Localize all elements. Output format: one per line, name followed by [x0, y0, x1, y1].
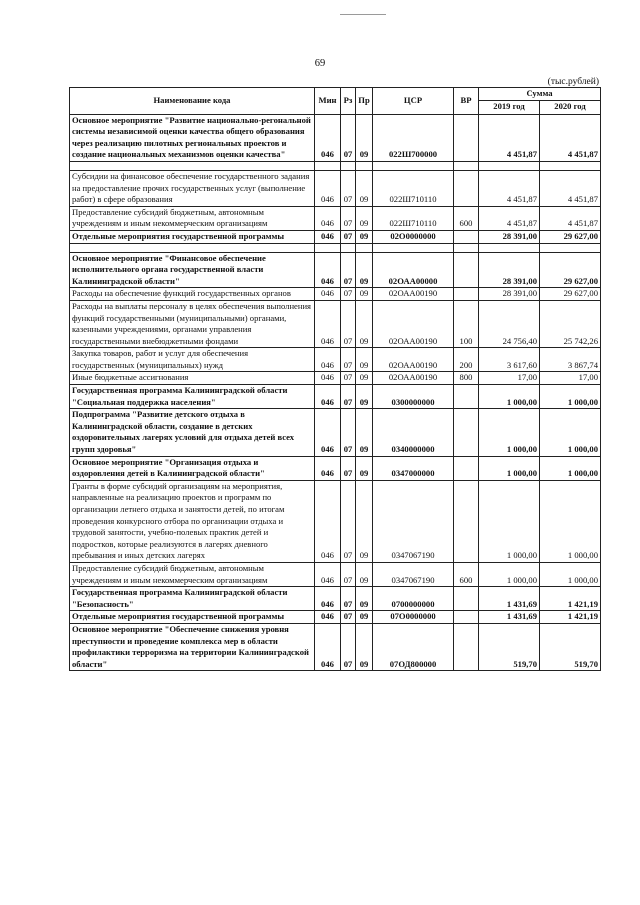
table-row: [70, 587, 601, 611]
cell-name: Основное мероприятие "Обеспечение снижения уровня преступности и проведение комплекса мер в области профилактики терроризма на территории Калининградской области": [70, 623, 315, 670]
cell-rz: 07: [341, 409, 356, 456]
cell-min: 046: [315, 230, 341, 243]
header-sum: Сумма: [479, 88, 601, 101]
unit-label: (тыс.рублей): [547, 77, 599, 87]
cell-min: 046: [315, 480, 341, 562]
spacer-cell: [341, 161, 356, 170]
cell-vr: [454, 480, 479, 562]
cell-csr: 0347067190: [373, 480, 454, 562]
cell-name: Государственная программа Калининградской области "Социальная поддержка населения": [70, 385, 315, 409]
cell-2020: 3 867,74: [540, 348, 601, 372]
header-2019: 2019 год: [479, 100, 540, 114]
header-vr: ВР: [454, 88, 479, 115]
cell-2020: 1 000,00: [540, 385, 601, 409]
cell-pr: 09: [356, 288, 373, 301]
cell-pr: 09: [356, 372, 373, 385]
cell-min: 046: [315, 372, 341, 385]
cell-vr: 600: [454, 206, 479, 230]
cell-2019: 1 000,00: [479, 562, 540, 586]
cell-2020: 1 000,00: [540, 409, 601, 456]
table-row: [70, 562, 601, 586]
cell-rz: 07: [341, 230, 356, 243]
cell-pr: 09: [356, 114, 373, 161]
cell-name: Основное мероприятие "Организация отдыха и оздоровления детей в Калининградской области": [70, 456, 315, 480]
cell-pr: 09: [356, 348, 373, 372]
table-row: [70, 230, 601, 243]
cell-vr: [454, 288, 479, 301]
cell-pr: 09: [356, 562, 373, 586]
cell-min: 046: [315, 562, 341, 586]
cell-csr: 07ОД800000: [373, 623, 454, 670]
spacer-cell: [373, 161, 454, 170]
spacer-cell: [356, 243, 373, 252]
spacer-cell: [479, 161, 540, 170]
cell-2020: 29 627,00: [540, 288, 601, 301]
cell-csr: 02ОАА00190: [373, 300, 454, 347]
cell-name: Отдельные мероприятия государственной программы: [70, 230, 315, 243]
cell-2020: 29 627,00: [540, 230, 601, 243]
cell-name: Субсидии на финансовое обеспечение государственного задания на предоставление прочих государственных услуг (выполнение работ) в сфере образования: [70, 170, 315, 206]
cell-pr: 09: [356, 170, 373, 206]
cell-min: 046: [315, 170, 341, 206]
cell-rz: 07: [341, 562, 356, 586]
cell-2019: 17,00: [479, 372, 540, 385]
cell-2020: 1 421,19: [540, 611, 601, 624]
cell-pr: 09: [356, 252, 373, 288]
cell-rz: 07: [341, 480, 356, 562]
page-number: 69: [314, 58, 326, 69]
cell-name: Предоставление субсидий бюджетным, автономным учреждениям и иным некоммерческим организациям: [70, 206, 315, 230]
spacer-cell: [454, 243, 479, 252]
cell-vr: [454, 611, 479, 624]
cell-csr: 022Ш700000: [373, 114, 454, 161]
spacer-cell: [373, 243, 454, 252]
spacer-cell: [540, 243, 601, 252]
table-row: [70, 114, 601, 161]
cell-csr: 022Ш710110: [373, 170, 454, 206]
cell-2020: 29 627,00: [540, 252, 601, 288]
cell-vr: [454, 587, 479, 611]
cell-pr: 09: [356, 230, 373, 243]
spacer-cell: [540, 161, 601, 170]
table-row: [70, 409, 601, 456]
spacer-cell: [315, 243, 341, 252]
cell-2019: 1 431,69: [479, 587, 540, 611]
cell-2020: 1 421,19: [540, 587, 601, 611]
cell-name: Расходы на выплаты персоналу в целях обеспечения выполнения функций государственными (муниципальными) органами, казенными учреждениями, органами управления государственными внебюджетными фондами: [70, 300, 315, 347]
cell-pr: 09: [356, 611, 373, 624]
spacer-cell: [315, 161, 341, 170]
cell-2019: 1 000,00: [479, 456, 540, 480]
cell-vr: [454, 170, 479, 206]
cell-2019: 24 756,40: [479, 300, 540, 347]
cell-csr: 0347067190: [373, 562, 454, 586]
table-row: [70, 206, 601, 230]
budget-table: [69, 87, 601, 671]
cell-2020: 4 451,87: [540, 114, 601, 161]
header-rz: Рз: [341, 88, 356, 115]
cell-rz: 07: [341, 385, 356, 409]
cell-csr: 0700000000: [373, 587, 454, 611]
cell-rz: 07: [341, 456, 356, 480]
cell-min: 046: [315, 288, 341, 301]
spacer-row: [70, 243, 601, 252]
table-row: [70, 300, 601, 347]
cell-pr: 09: [356, 480, 373, 562]
cell-csr: 02ОАА00190: [373, 372, 454, 385]
cell-2019: 1 000,00: [479, 409, 540, 456]
cell-rz: 07: [341, 300, 356, 347]
cell-pr: 09: [356, 385, 373, 409]
cell-2019: 4 451,87: [479, 170, 540, 206]
cell-2019: 1 431,69: [479, 611, 540, 624]
table-row: [70, 348, 601, 372]
cell-2020: 17,00: [540, 372, 601, 385]
cell-2019: 4 451,87: [479, 114, 540, 161]
cell-vr: [454, 230, 479, 243]
table-row: [70, 170, 601, 206]
table-body: [70, 114, 601, 671]
cell-csr: 0347000000: [373, 456, 454, 480]
cell-vr: [454, 409, 479, 456]
spacer-cell: [70, 243, 315, 252]
cell-2020: 1 000,00: [540, 480, 601, 562]
cell-name: Закупка товаров, работ и услуг для обеспечения государственных (муниципальных) нужд: [70, 348, 315, 372]
cell-csr: 02ОАА00000: [373, 252, 454, 288]
cell-min: 046: [315, 348, 341, 372]
table-row: [70, 372, 601, 385]
cell-2019: 1 000,00: [479, 480, 540, 562]
spacer-cell: [479, 243, 540, 252]
cell-csr: 022Ш710110: [373, 206, 454, 230]
cell-name: Государственная программа Калининградской области "Безопасность": [70, 587, 315, 611]
scan-artifact: [340, 14, 386, 15]
cell-rz: 07: [341, 623, 356, 670]
cell-min: 046: [315, 385, 341, 409]
cell-name: Предоставление субсидий бюджетным, автономным учреждениям и иным некоммерческим организациям: [70, 562, 315, 586]
cell-name: Расходы на обеспечение функций государственных органов: [70, 288, 315, 301]
table-row: [70, 252, 601, 288]
cell-vr: 200: [454, 348, 479, 372]
spacer-cell: [341, 243, 356, 252]
cell-2020: 519,70: [540, 623, 601, 670]
cell-name: Гранты в форме субсидий организациям на мероприятия, направленные на реализацию проектов и программ по организации летнего отдыха и занятости детей, по итогам проведения конкурсного отбора по организации отдыха и трудовой занятости, учебно-полевых практик детей и подростков, которые реализуются в лагерях дневного пребывания и иных детских лагерях: [70, 480, 315, 562]
cell-pr: 09: [356, 456, 373, 480]
cell-rz: 07: [341, 348, 356, 372]
cell-rz: 07: [341, 206, 356, 230]
header-min: Мин: [315, 88, 341, 115]
cell-min: 046: [315, 300, 341, 347]
cell-vr: 100: [454, 300, 479, 347]
cell-csr: 02О0000000: [373, 230, 454, 243]
cell-csr: 02ОАА00190: [373, 288, 454, 301]
cell-min: 046: [315, 409, 341, 456]
cell-2020: 1 000,00: [540, 562, 601, 586]
spacer-cell: [356, 161, 373, 170]
header-pr: Пр: [356, 88, 373, 115]
cell-vr: [454, 623, 479, 670]
header-name: Наименование кода: [70, 88, 315, 115]
spacer-cell: [70, 161, 315, 170]
cell-csr: 02ОАА00190: [373, 348, 454, 372]
cell-rz: 07: [341, 170, 356, 206]
cell-rz: 07: [341, 372, 356, 385]
cell-pr: 09: [356, 623, 373, 670]
cell-2019: 28 391,00: [479, 230, 540, 243]
cell-vr: [454, 252, 479, 288]
cell-min: 046: [315, 252, 341, 288]
cell-vr: 800: [454, 372, 479, 385]
header-csr: ЦСР: [373, 88, 454, 115]
cell-csr: 0300000000: [373, 385, 454, 409]
spacer-cell: [454, 161, 479, 170]
cell-2019: 3 617,60: [479, 348, 540, 372]
table-row: [70, 480, 601, 562]
table-row: [70, 456, 601, 480]
cell-rz: 07: [341, 611, 356, 624]
cell-name: Основное мероприятие "Развитие национально-регональной системы независимой оценки качества общего образования через реализацию пилотных региональных проектов и создание национальных механизмов оценки качества": [70, 114, 315, 161]
cell-2020: 4 451,87: [540, 170, 601, 206]
cell-name: Иные бюджетные ассигнования: [70, 372, 315, 385]
cell-min: 046: [315, 456, 341, 480]
cell-pr: 09: [356, 587, 373, 611]
cell-min: 046: [315, 587, 341, 611]
cell-min: 046: [315, 623, 341, 670]
table-row: [70, 611, 601, 624]
cell-csr: 07О0000000: [373, 611, 454, 624]
cell-vr: [454, 114, 479, 161]
cell-rz: 07: [341, 587, 356, 611]
cell-min: 046: [315, 206, 341, 230]
cell-min: 046: [315, 611, 341, 624]
table-row: [70, 623, 601, 670]
table-row: [70, 385, 601, 409]
cell-csr: 0340000000: [373, 409, 454, 456]
cell-2020: 4 451,87: [540, 206, 601, 230]
cell-name: Отдельные мероприятия государственной программы: [70, 611, 315, 624]
cell-2020: 1 000,00: [540, 456, 601, 480]
cell-min: 046: [315, 114, 341, 161]
cell-2019: 28 391,00: [479, 252, 540, 288]
cell-rz: 07: [341, 288, 356, 301]
cell-vr: 600: [454, 562, 479, 586]
header-2020: 2020 год: [540, 100, 601, 114]
cell-rz: 07: [341, 114, 356, 161]
cell-2019: 519,70: [479, 623, 540, 670]
spacer-row: [70, 161, 601, 170]
cell-pr: 09: [356, 206, 373, 230]
cell-2019: 1 000,00: [479, 385, 540, 409]
cell-name: Основное мероприятие "Финансовое обеспечение исполнительного органа государственной власти Калининградской области": [70, 252, 315, 288]
cell-pr: 09: [356, 409, 373, 456]
cell-2019: 28 391,00: [479, 288, 540, 301]
cell-vr: [454, 385, 479, 409]
cell-rz: 07: [341, 252, 356, 288]
cell-name: Подпрограмма "Развитие детского отдыха в Калининградской области, создание в детских оздоровительных лагерях условий для отдыха детей всех групп здоровья": [70, 409, 315, 456]
cell-2019: 4 451,87: [479, 206, 540, 230]
cell-pr: 09: [356, 300, 373, 347]
cell-2020: 25 742,26: [540, 300, 601, 347]
cell-vr: [454, 456, 479, 480]
table-row: [70, 288, 601, 301]
